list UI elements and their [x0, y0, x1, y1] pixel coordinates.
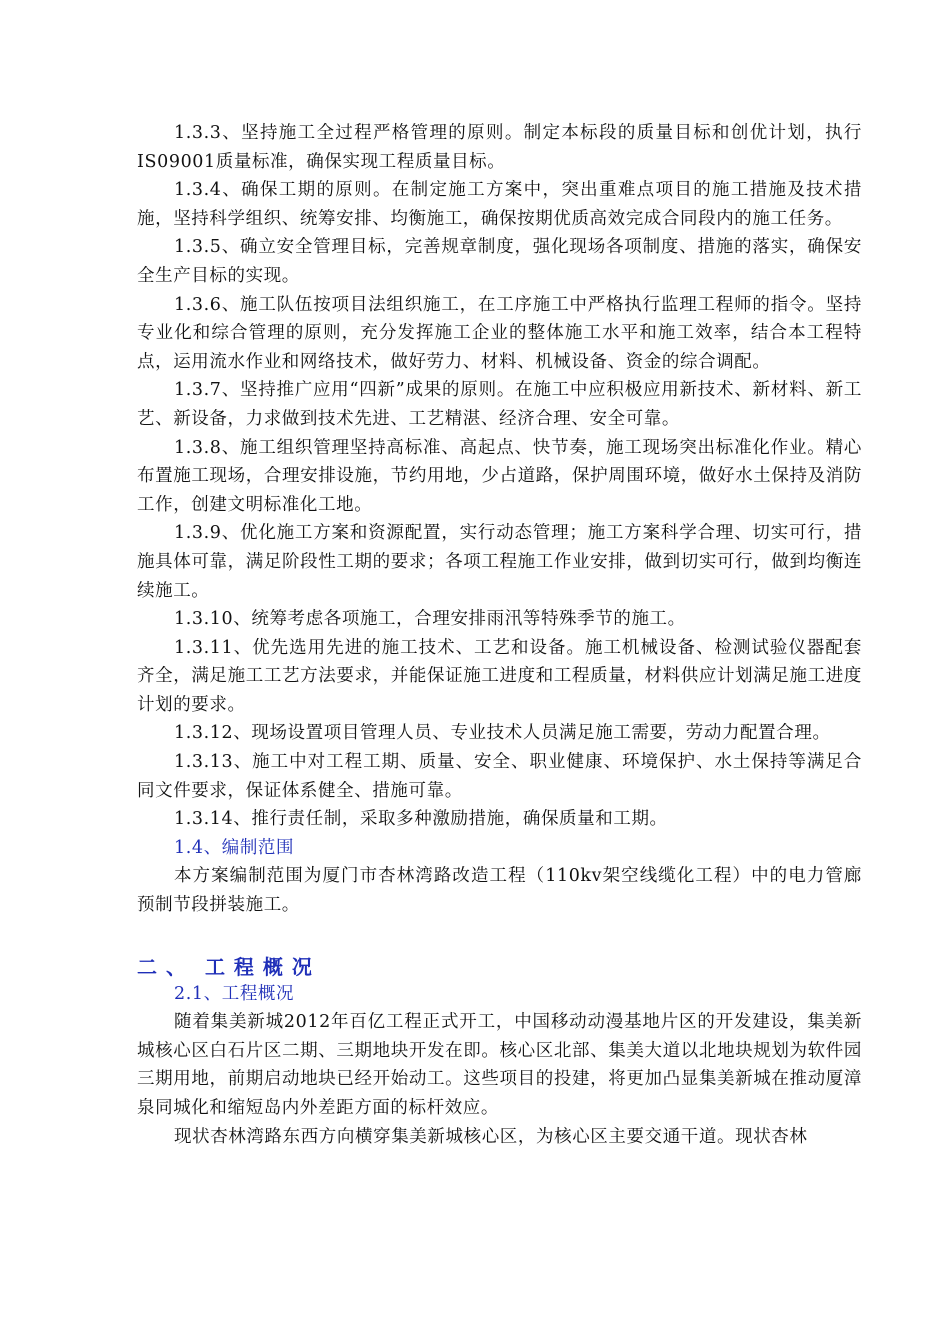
paragraph-1-3-13: 1.3.13、施工中对工程工期、质量、安全、职业健康、环境保护、水土保持等满足合同文件要求，保证体系健全、措施可靠。 — [137, 752, 862, 801]
subheading-1-4: 1.4、编制范围 — [174, 837, 295, 858]
paragraph-1-3-8: 1.3.8、施工组织管理坚持高标准、高起点、快节奏，施工现场突出标准化作业。精心布置施工现场，合理安排设施，节约用地，少占道路，保护周围环境，做好水土保持及消防工作，创建文明标准化工地。 — [137, 437, 862, 515]
scope-paragraph: 本方案编制范围为厦门市杏林湾路改造工程（110kv架空线缆化工程）中的电力管廊预制节段拼装施工。 — [137, 866, 862, 916]
paragraph-1-3-11: 1.3.11、优先选用先进的施工技术、工艺和设备。施工机械设备、检测试验仪器配套齐全，满足施工工艺方法要求，并能保证施工进度和工程质量，材料供应计划满足施工进度计划的要求。 — [137, 637, 862, 715]
paragraph-1-3-10: 1.3.10、统筹考虑各项施工，合理安排雨汛等特殊季节的施工。 — [174, 609, 686, 630]
paragraph-1-3-4: 1.3.4、确保工期的原则。在制定施工方案中，突出重难点项目的施工措施及技术措施，坚持科学组织、统筹安排、均衡施工，确保按期优质高效完成合同段内的施工任务。 — [137, 180, 862, 229]
section-2-number: 二 、 — [137, 954, 187, 979]
section-2-title: 工程概况 — [204, 954, 321, 979]
paragraph-overview-2: 现状杏林湾路东西方向横穿集美新城核心区，为核心区主要交通干道。现状杏林 — [174, 1126, 808, 1147]
paragraph-1-3-5: 1.3.5、确立安全管理目标，完善规章制度，强化现场各项制度、措施的落实，确保安全生产目标的实现。 — [137, 237, 862, 286]
paragraph-1-3-14: 1.3.14、推行责任制，采取多种激励措施，确保质量和工期。 — [174, 809, 668, 830]
paragraph-1-3-12: 1.3.12、现场设置项目管理人员、专业技术人员满足施工需要，劳动力配置合理。 — [174, 723, 831, 744]
paragraph-1-3-9: 1.3.9、优化施工方案和资源配置，实行动态管理；施工方案科学合理、切实可行，措施具体可靠，满足阶段性工期的要求；各项工程施工作业安排，做到切实可行，做到均衡连续施工。 — [137, 523, 862, 601]
subheading-2-1: 2.1、工程概况 — [174, 983, 295, 1004]
paragraph-1-3-3: 1.3.3、坚持施工全过程严格管理的原则。制定本标段的质量目标和创优计划，执行IS09001质量标准，确保实现工程质量目标。 — [137, 123, 862, 172]
paragraph-1-3-6: 1.3.6、施工队伍按项目法组织施工，在工序施工中严格执行监理工程师的指令。坚持专业化和综合管理的原则，充分发挥施工企业的整体施工水平和施工效率，结合本工程特点，运用流水作业和网络技术，做好劳力、材料、机械设备、资金的综合调配。 — [137, 294, 862, 372]
paragraph-overview-1: 随着集美新城2012年百亿工程正式开工，中国移动动漫基地片区的开发建设，集美新城核心区白石片区二期、三期地块开发在即。核心区北部、集美大道以北地块规划为软件园三期用地，前期启动地块已经开始动工。这些项目的投建，将更加凸显集美新城在推动厦漳泉同城化和缩短岛内外差距方面的标杆效应。 — [137, 1012, 862, 1118]
section-2-heading — [137, 954, 862, 980]
document-page — [137, 119, 862, 1151]
paragraph-1-3-7: 1.3.7、坚持推广应用“四新”成果的原则。在施工中应积极应用新技术、新材料、新工艺、新设备，力求做到技术先进、工艺精湛、经济合理、安全可靠。 — [137, 380, 862, 429]
